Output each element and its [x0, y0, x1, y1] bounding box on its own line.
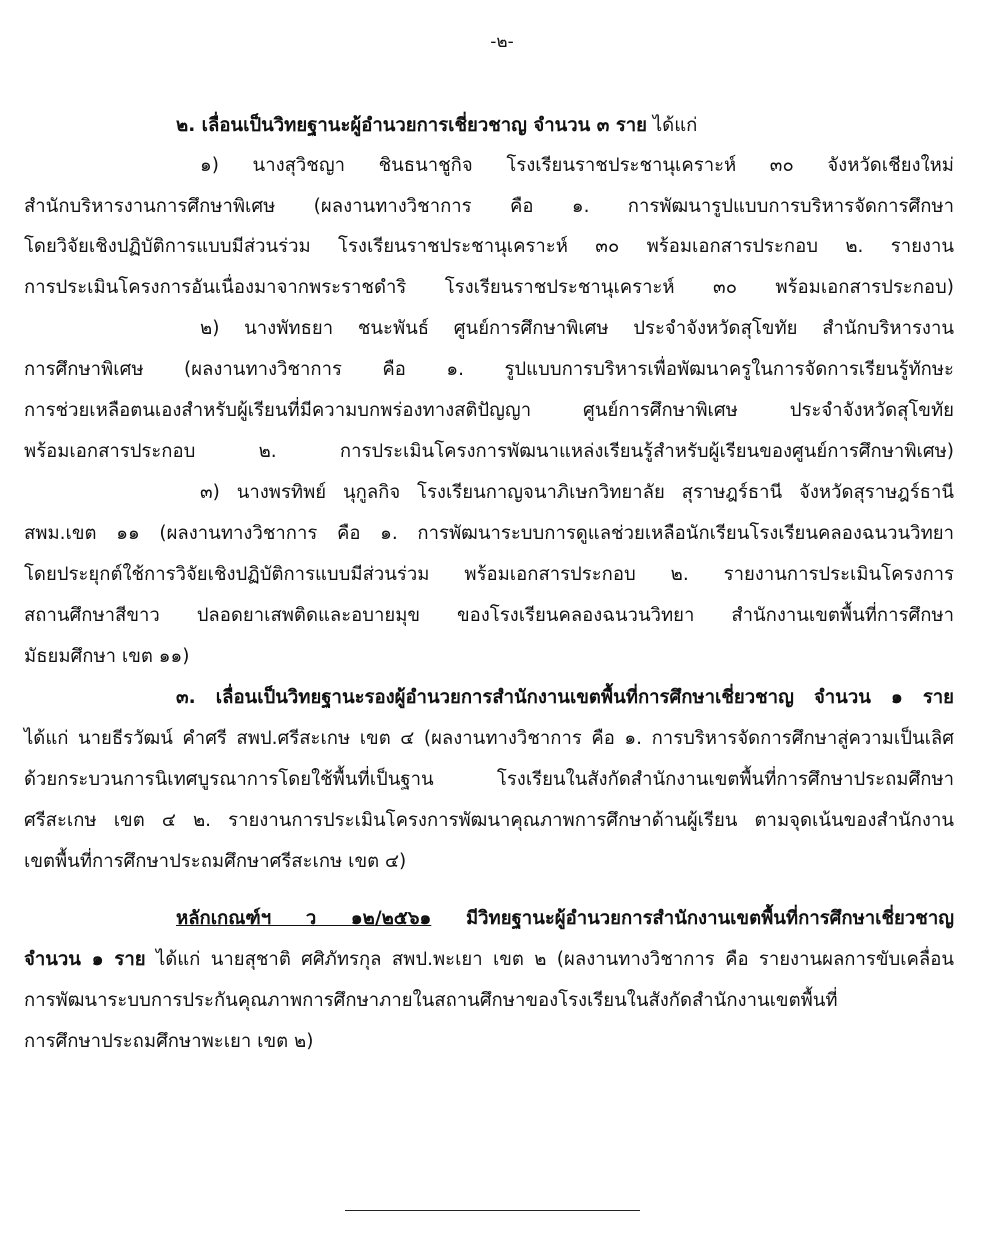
section3-heading: ๓. เลื่อนเป็นวิทยฐานะรองผู้อำนวยการสำนักงานเขตพื้นที่การศึกษาเชี่ยวชาญ จำนวน ๑ ราย	[176, 687, 954, 708]
section3-line: เขตพื้นที่การศึกษาประถมศึกษาศรีสะเกษ เขต ๔)	[24, 851, 407, 872]
section3-line: ด้วยกระบวนการนิเทศบูรณาการโดยใช้พื้นที่เป็นฐาน โรงเรียนในสังกัดสำนักงานเขตพื้นที่การศึกษาประถมศึกษา	[24, 769, 954, 790]
page-number: -๒-	[490, 32, 514, 52]
section2-line: สพม.เขต ๑๑ (ผลงานทางวิชาการ คือ ๑. การพัฒนาระบบการดูแลช่วยเหลือนักเรียนโรงเรียนคลองฉนวนวิทยา	[24, 523, 954, 544]
section2-line: ๒) นางพัทธยา ชนะพันธ์ ศูนย์การศึกษาพิเศษ ประจำจังหวัดสุโขทัย สำนักบริหารงาน	[200, 318, 954, 339]
section2-line: มัธยมศึกษา เขต ๑๑)	[24, 646, 190, 667]
criteria-heading	[176, 907, 954, 931]
section2-line: พร้อมเอกสารประกอบ ๒. การประเมินโครงการพัฒนาแหล่งเรียนรู้สำหรับผู้เรียนของศูนย์การศึกษาพิเศษ)	[24, 441, 954, 462]
signature-divider	[345, 1210, 640, 1211]
section2-heading-tail: ได้แก่	[647, 115, 698, 136]
section3-line: ศรีสะเกษ เขต ๔ ๒. รายงานการประเมินโครงการพัฒนาคุณภาพการศึกษาด้านผู้เรียน ตามจุดเน้นของสำนักงาน	[24, 810, 954, 831]
criteria-line: การพัฒนาระบบการประกันคุณภาพการศึกษาภายในสถานศึกษาของโรงเรียนในสังกัดสำนักงานเขตพื้นที่	[24, 990, 838, 1011]
section2-line: การช่วยเหลือตนเองสำหรับผู้เรียนที่มีความบกพร่องทางสติปัญญา ศูนย์การศึกษาพิเศษ ประจำจังหวัดสุโขทัย	[24, 400, 954, 421]
criteria-line2-rest: ได้แก่ นายสุชาติ ศศิภัทรกุล สพป.พะเยา เขต ๒ (ผลงานทางวิชาการ คือ รายงานผลการขับเคลื่อน	[145, 949, 955, 970]
criteria-reference: หลักเกณฑ์ฯ ว ๑๒/๒๕๖๑	[176, 908, 432, 929]
section2-line: โดยวิจัยเชิงปฏิบัติการแบบมีส่วนร่วม โรงเรียนราชประชานุเคราะห์ ๓๐ พร้อมเอกสารประกอบ ๒. รายงาน	[24, 236, 954, 257]
criteria-line: การศึกษาประถมศึกษาพะเยา เขต ๒)	[24, 1031, 314, 1052]
criteria-heading-rest: มีวิทยฐานะผู้อำนวยการสำนักงานเขตพื้นที่การศึกษาเชี่ยวชาญ	[431, 908, 954, 929]
section2-line: สถานศึกษาสีขาว ปลอดยาเสพติดและอบายมุข ของโรงเรียนคลองฉนวนวิทยา สำนักงานเขตพื้นที่การศึกษา	[24, 605, 954, 626]
section2-line: ๑) นางสุวิชญา ชินธนาชูกิจ โรงเรียนราชประชานุเคราะห์ ๓๐ จังหวัดเชียงใหม่	[200, 155, 954, 176]
section2-line: โดยประยุกต์ใช้การวิจัยเชิงปฏิบัติการแบบมีส่วนร่วม พร้อมเอกสารประกอบ ๒. รายงานการประเมินโครงการ	[24, 564, 954, 585]
section2-heading-bold: ๒. เลื่อนเป็นวิทยฐานะผู้อำนวยการเชี่ยวชาญ จำนวน ๓ ราย	[176, 115, 647, 136]
section2-heading	[176, 114, 954, 138]
criteria-line	[24, 948, 954, 972]
criteria-count: จำนวน ๑ ราย	[24, 949, 146, 970]
section2-line: ๓) นางพรทิพย์ นุกูลกิจ โรงเรียนกาญจนาภิเษกวิทยาลัย สุราษฎร์ธานี จังหวัดสุราษฎร์ธานี	[200, 482, 954, 503]
section2-line: สำนักบริหารงานการศึกษาพิเศษ (ผลงานทางวิชาการ คือ ๑. การพัฒนารูปแบบการบริหารจัดการศึกษา	[24, 196, 954, 217]
section2-line: การศึกษาพิเศษ (ผลงานทางวิชาการ คือ ๑. รูปแบบการบริหารเพื่อพัฒนาครูในการจัดการเรียนรู้ทักษะ	[24, 359, 954, 380]
section2-line: การประเมินโครงการอันเนื่องมาจากพระราชดำริ โรงเรียนราชประชานุเคราะห์ ๓๐ พร้อมเอกสารประกอบ)	[24, 277, 954, 298]
section3-line: ได้แก่ นายธีรวัฒน์ คำศรี สพป.ศรีสะเกษ เขต ๔ (ผลงานทางวิชาการ คือ ๑. การบริหารจัดการศึกษาสู่ความเป็นเลิศ	[24, 728, 954, 749]
